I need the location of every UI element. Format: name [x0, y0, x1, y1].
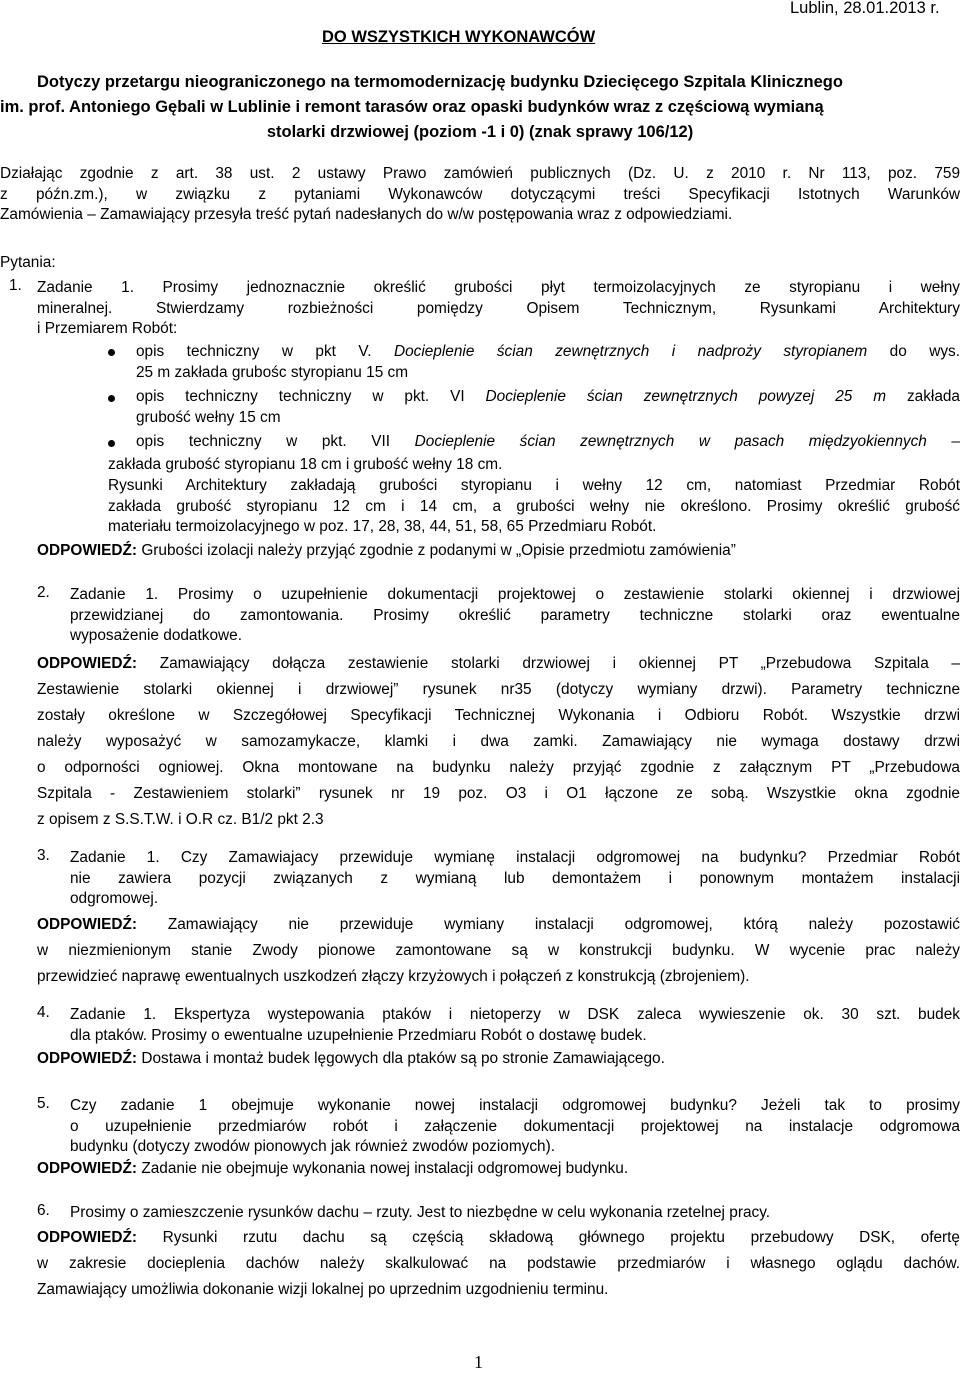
text-line: zakłada grubość styropianu 12 cm i 14 cm, a grubości wełny nie określono. Prosimy określić grubość — [108, 497, 960, 515]
text-line: opis techniczny w pkt. VII Docieplenie ścian zewnętrznych w pasach międzyokiennych – — [136, 433, 960, 450]
question-2-text — [70, 585, 960, 647]
subject-line: stolarki drzwiowej (poziom -1 i 0) (znak sprawy 106/12) — [266, 123, 694, 141]
text-line: Zamówienia – Zamawiający przesyła treść pytań nadesłanych do w/w postępowania wraz z odpowiedziami. — [0, 206, 733, 223]
text-line: materiału termoizolacyjnego w poz. 17, 28, 38, 44, 51, 58, 65 Przedmiaru Robót. — [108, 518, 657, 535]
text-line: ODPOWIEDŹ: Rysunki rzutu dachu są częścią składową głównego projektu przebudowy DSK, ofertę — [37, 1229, 960, 1246]
document-date: Lublin, 28.01.2013 r. — [790, 0, 940, 17]
text-line: z opisem z S.S.T.W. i O.R cz. B1/2 pkt 2.3 — [37, 811, 324, 828]
text-line: grubość wełny 15 cm — [136, 408, 281, 426]
text-line: 25 m zakłada grubośc styropianu 15 cm — [136, 363, 409, 381]
question-6-text — [70, 1203, 960, 1224]
text-line: w zakresie docieplenia dachów należy skalkulować na podstawie przedmiarów i własnego oglądu dachów. — [37, 1255, 960, 1272]
page-number: 1 — [474, 1352, 483, 1372]
text-line: Zadanie 1. Prosimy o uzupełnienie dokumentacji projektowej o zestawienie stolarki okiennej i drzwiowej — [70, 586, 960, 603]
answer-6 — [37, 1225, 960, 1303]
text-line: Szpitala - Zestawieniem stolarki” rysunek nr 19 poz. O3 i O1 łączone ze sobą. Wszystkie okna zgodnie — [37, 785, 960, 802]
text-line: Prosimy o zamieszczenie rysunków dachu – rzuty. Jest to niezbędne w celu wykonania rzetelnej pracy. — [70, 1204, 771, 1221]
text-line: z późn.zm.), w związku z pytaniami Wykonawców dotyczącymi treści Specyfikacji Istotnych Warunków — [0, 185, 960, 203]
text-line: przewidzieć naprawę ewentualnych uszkodzeń złączy krzyżowych i połączeń z konstrukcją (zbrojeniem). — [37, 968, 750, 985]
question-number: 4. — [37, 1004, 50, 1021]
text-line: Czy zadanie 1 obejmuje wykonanie nowej instalacji odgromowej budynku? Jeżeli tak to prosimy — [70, 1097, 960, 1114]
text-line: budynku (dotyczy zwodów pionowych jak również zwodów poziomych). — [70, 1138, 556, 1155]
text-line: o odporności ogniowej. Okna montowane na budynku należy przyjąć zgodnie z załącznym PT „Przebudowa — [37, 759, 960, 776]
answer-5 — [37, 1159, 960, 1180]
text-line: ODPOWIEDŹ: Zamawiający nie przewiduje wymiany instalacji odgromowej, którą należy pozostawić — [37, 916, 960, 933]
answer-2 — [37, 651, 960, 833]
bullet-item — [136, 387, 960, 428]
text-line: Działając zgodnie z art. 38 ust. 2 ustawy Prawo zamówień publicznych (Dz. U. z 2010 r. Nr 113, poz. 759 — [0, 165, 960, 182]
addressee-heading: DO WSZYSTKICH WYKONAWCÓW — [322, 28, 596, 46]
bullet-icon — [108, 395, 115, 402]
question-4-text — [70, 1005, 960, 1046]
question-number: 5. — [37, 1095, 50, 1112]
intro-paragraph — [0, 164, 960, 226]
text-line: należy wyposażyć w samozamykacze, klamki i dwa zamki. Zamawiający nie wymaga dostawy drzwi — [37, 733, 960, 750]
question-1-remarks — [37, 476, 960, 538]
text-line: ODPOWIEDŹ: Zamawiający dołącza zestawienie stolarki drzwiowej i okiennej PT „Przebudowa Szpitala – — [37, 655, 960, 672]
text-line: Rysunki Architektury zakładają grubości styropianu i wełny 12 cm, natomiast Przedmiar Robót — [108, 477, 960, 494]
question-number: 3. — [37, 847, 50, 864]
text-line: odgromowej. — [70, 890, 159, 907]
bullet-icon — [108, 349, 115, 356]
bullet-item — [136, 432, 960, 453]
question-number: 1. — [9, 277, 22, 294]
question-1-text — [37, 278, 960, 340]
text-line: i Przemiarem Robót: — [37, 320, 178, 337]
answer-4 — [37, 1049, 960, 1070]
text-line: nie zawiera pozycji związanych z wymianą lub demontażem i ponownym montażem instalacji — [70, 869, 960, 887]
text-line: ODPOWIEDŹ: Zadanie nie obejmuje wykonania nowej instalacji odgromowej budynku. — [37, 1160, 629, 1177]
text-line: Zestawienie stolarki okiennej i drzwiowej” rysunek nr35 (dotyczy wymiany drzwi). Parametry techniczne — [37, 681, 960, 698]
text-line: Zadanie 1. Prosimy jednoznacznie określić grubości płyt termoizolacyjnych ze styropianu i wełny — [37, 279, 960, 296]
text-line: o uzupełnienie przedmiarów robót i załączenie dokumentacji projektowej na instalacje odgromowa — [70, 1117, 960, 1135]
text-line: zostały określone w Szczegółowej Specyfikacji Technicznej Wykonania i Odbioru Robót. Wszystkie drzwi — [37, 707, 960, 724]
text-line: zakłada grubość styropianu 18 cm i grubość wełny 18 cm. — [108, 456, 503, 473]
text-line: wyposażenie dodatkowe. — [70, 627, 242, 644]
bullet-icon — [108, 440, 115, 447]
subject-line: im. prof. Antoniego Gębali w Lublinie i remont tarasów oraz opaski budynków wraz z częściową wymianą — [0, 98, 824, 116]
text-line: Zadanie 1. Czy Zamawiajacy przewiduje wymianę instalacji odgromowej na budynku? Przedmiar Robót — [70, 849, 960, 866]
text-line: Zamawiający umożliwia dokonanie wizji lokalnej po uprzednim uzgodnieniu terminu. — [37, 1281, 609, 1298]
question-number: 6. — [37, 1202, 50, 1219]
bullet-continuation — [108, 455, 960, 476]
questions-label: Pytania: — [0, 254, 56, 271]
subject-block — [0, 70, 960, 145]
text-line: opis techniczny w pkt V. Docieplenie ścian zewnętrznych i nadproży styropianem do wys. — [136, 343, 960, 360]
text-line: ODPOWIEDŹ: Grubości izolacji należy przyjąć zgodnie z podanymi w „Opisie przedmiotu zamówienia” — [37, 542, 736, 559]
text-line: w niezmienionym stanie Zwody pionowe zamontowane są w konstrukcji budynku. W wycenie prac należy — [37, 942, 960, 959]
bullet-item — [136, 342, 960, 383]
text-line: opis techniczny techniczny w pkt. VI Docieplenie ścian zewnętrznych powyzej 25 m zakłada — [136, 388, 960, 405]
text-line: dla ptaków. Prosimy o ewentualne uzupełnienie Przedmiaru Robót o dostawę budek. — [70, 1026, 647, 1044]
question-5-text — [70, 1096, 960, 1158]
question-3-text — [70, 848, 960, 910]
answer-3 — [37, 912, 960, 990]
text-line: mineralnej. Stwierdzamy rozbieżności pomiędzy Opisem Technicznym, Rysunkami Architektury — [37, 299, 960, 317]
question-number: 2. — [37, 584, 50, 601]
text-line: Zadanie 1. Ekspertyza wystepowania ptaków i nietoperzy w DSK zaleca wywieszenie ok. 30 szt. budek — [70, 1006, 960, 1023]
subject-line: Dotyczy przetargu nieograniczonego na termomodernizację budynku Dziecięcego Szpitala Klinicznego — [37, 73, 843, 91]
text-line: ODPOWIEDŹ: Dostawa i montaż budek lęgowych dla ptaków są po stronie Zamawiającego. — [37, 1050, 665, 1067]
text-line: przewidzianej do zamontowania. Prosimy określić parametry techniczne stolarki oraz ewentualne — [70, 606, 960, 624]
answer-1 — [37, 541, 960, 562]
